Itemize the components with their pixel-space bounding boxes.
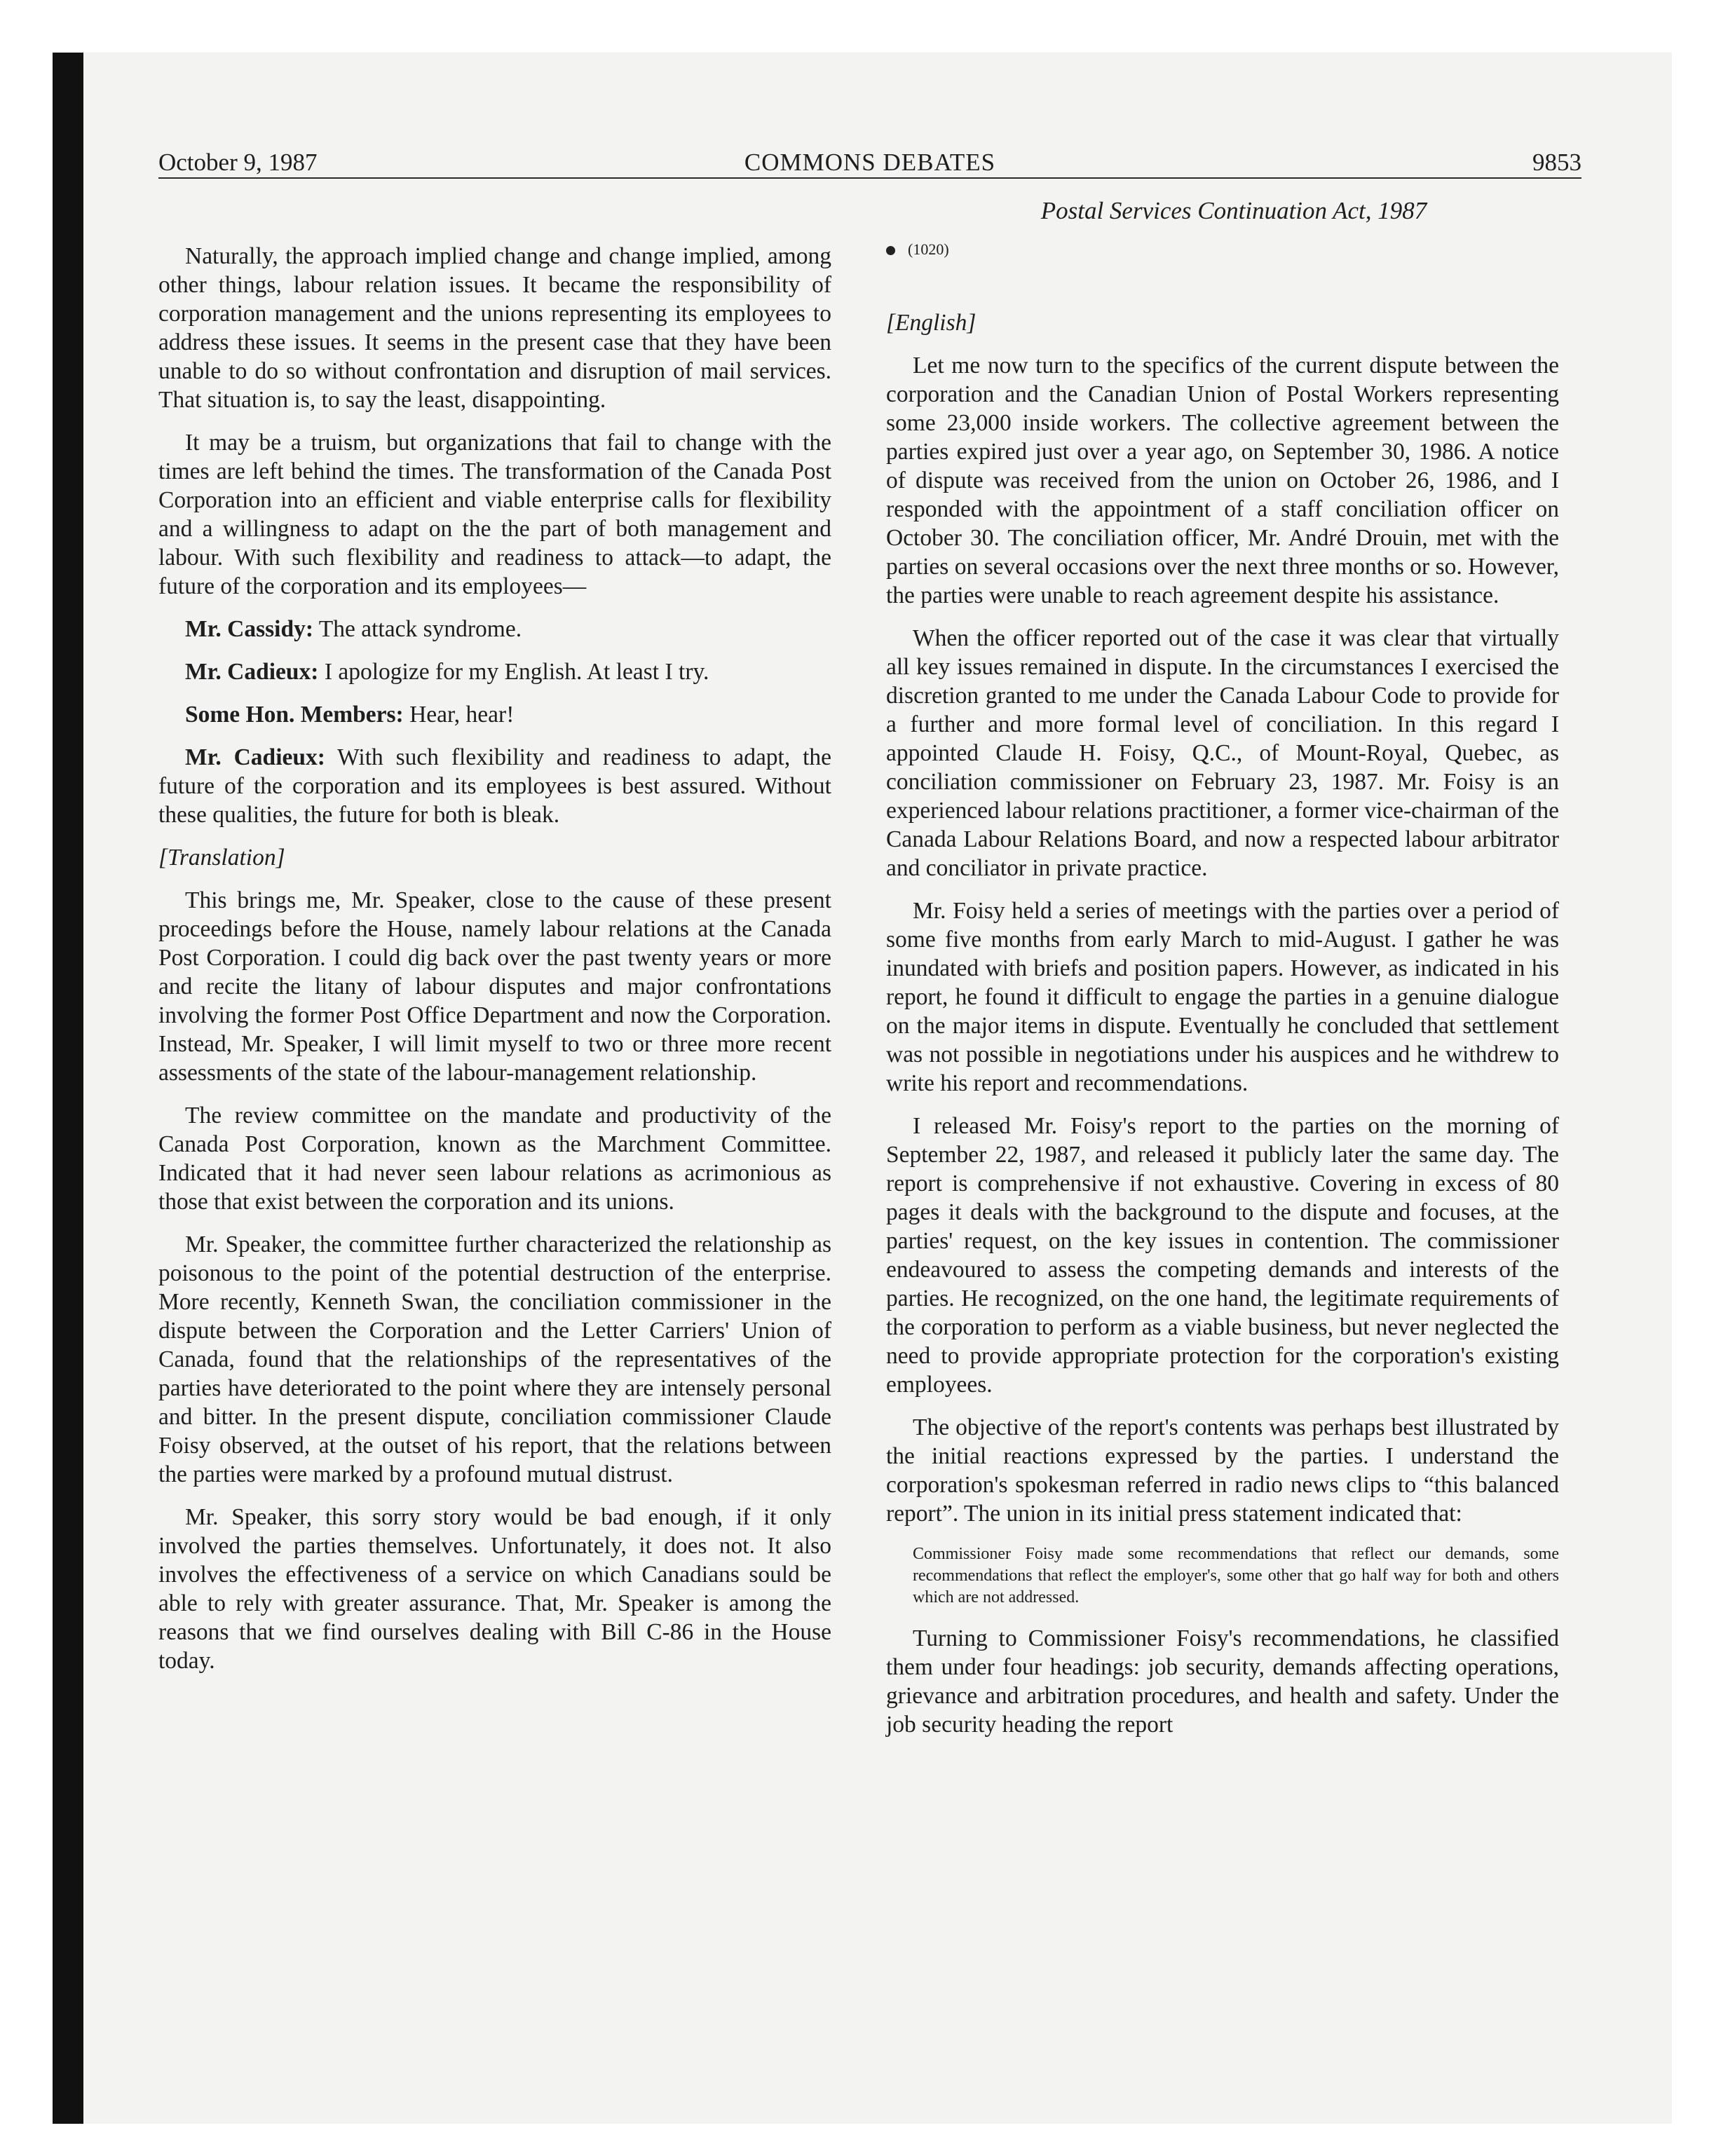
- left-column: [158, 242, 831, 1675]
- block-quote: Commissioner Foisy made some recommendations that reflect our demands, some recommendations that reflect the employer's, some other that go half way for both and others which are not addressed.: [913, 1545, 1559, 1606]
- page-header: [158, 146, 1581, 179]
- header-rule: [158, 177, 1581, 179]
- time-marker-text: (1020): [908, 240, 949, 258]
- paragraph: Let me now turn to the specifics of the current dispute between the corporation and the Canadian Union of Postal Workers representing some 23,000 inside workers. The collective agreement between the parties expired just over a year ago, on September 30, 1986. A notice of dispute was received from the union on October 26, 1986, and I responded with the appointment of a staff conciliation officer on October 30. The conciliation officer, Mr. André Drouin, met with the parties on several occasions over the next three months or so. However, the parties were unable to reach agreement despite his assistance.: [886, 353, 1559, 608]
- interjection: [158, 615, 831, 643]
- paragraph: When the officer reported out of the case it was clear that virtually all key issues remained in dispute. In the circumstances I exercised the discretion granted to me under the Canada Labour Code to provide for a further and more formal level of conciliation. In this regard I appointed Claude H. Foisy, Q.C., of Mount-Royal, Quebec, as conciliation commissioner on February 23, 1987. Mr. Foisy is an experienced labour relations practitioner, a former vice-chairman of the Canada Labour Relations Board, and now a respected labour arbitrator and conciliator in private practice.: [886, 625, 1559, 881]
- header-journal-title: COMMONS DEBATES: [744, 149, 996, 176]
- interjection: [158, 743, 831, 829]
- speaker-name: Some Hon. Members:: [185, 702, 404, 728]
- paragraph: It may be a truism, but organizations that fail to change with the times are left behind the times. The transformation of the Canada Post Corporation into an efficient and viable enterprise calls for flexibility and a willingness to adapt on the the part of both management and labour. With such flexibility and readiness to attack—to adapt, the future of the corporation and its employees—: [158, 430, 831, 599]
- speaker-name: Mr. Cadieux:: [185, 659, 319, 685]
- speech-text: I apologize for my English. At least I try.: [318, 659, 709, 685]
- language-tag: [English]: [886, 310, 977, 336]
- speaker-name: Mr. Cassidy:: [185, 616, 314, 642]
- paragraph: Turning to Commissioner Foisy's recommendations, he classified them under four headings: job security, demands affecting operations, grievance and arbitration procedures, and health and safety. Under the job security heading the report: [886, 1625, 1559, 1738]
- paragraph: I released Mr. Foisy's report to the parties on the morning of September 22, 1987, and released it publicly later the same day. The report is comprehensive if not exhaustive. Covering in excess of 80 pages it deals with the background to the dispute and focuses, at the parties' request, on the key issues in contention. The commissioner endeavoured to assess the competing demands and interests of the parties. He recognized, on the one hand, the legitimate requirements of the corporation to perform as a viable business, but never neglected the need to provide appropriate protection for the corporation's existing employees.: [886, 1113, 1559, 1398]
- header-page-number: 9853: [1532, 149, 1581, 176]
- speaker-name: Mr. Cadieux:: [185, 744, 325, 770]
- speech-text: Hear, hear!: [403, 702, 515, 728]
- paragraph: Mr. Speaker, this sorry story would be bad enough, if it only involved the parties themselves. Unfortunately, it does not. It also involves the effectiveness of a service on which Canadians sould be able to rely with greater assurance. That, Mr. Speaker is among the reasons that we find ourselves dealing with Bill C-86 in the House today.: [158, 1504, 831, 1674]
- speech-text: The attack syndrome.: [313, 616, 522, 642]
- paragraph: This brings me, Mr. Speaker, close to the cause of these present proceedings before the House, namely labour relations at the Canada Post Corporation. I could dig back over the past twenty years or more and recite the litany of labour disputes and major confrontations involving the former Post Office Department and now the Corporation. Instead, Mr. Speaker, I will limit myself to two or three more recent assessments of the state of the labour-management relationship.: [158, 887, 831, 1086]
- bullet-icon: [886, 246, 895, 255]
- speech-text: With such flexibility and readiness to adapt, the future of the corporation and its employees is best assured. Without these qualities, the future for both is bleak.: [158, 744, 831, 828]
- interjection: [158, 657, 831, 686]
- language-tag: [Translation]: [158, 845, 285, 871]
- time-marker: [886, 236, 949, 264]
- right-column: [886, 308, 1559, 1739]
- header-date: October 9, 1987: [158, 149, 318, 176]
- paragraph: The review committee on the mandate and productivity of the Canada Post Corporation, known as the Marchment Committee. Indicated that it had never seen labour relations as acrimonious as those that exist between the corporation and its unions.: [158, 1103, 831, 1215]
- running-title: Postal Services Continuation Act, 1987: [1040, 197, 1427, 224]
- paragraph: Naturally, the approach implied change and change implied, among other things, labour relation issues. It became the responsibility of corporation management and the unions representing its employees to address these issues. It seems in the present case that they have been unable to do so without confrontation and disruption of mail services. That situation is, to say the least, disappointing.: [158, 243, 831, 413]
- interjection: [158, 700, 831, 729]
- paragraph: Mr. Speaker, the committee further characterized the relationship as poisonous to the point of the potential destruction of the enterprise. More recently, Kenneth Swan, the conciliation commissioner in the dispute between the Corporation and the Letter Carriers' Union of Canada, found that the relationships of the representatives of the parties have deteriorated to the point where they are intensely personal and bitter. In the present dispute, conciliation commissioner Claude Foisy observed, at the outset of his report, that the relations between the parties were marked by a profound mutual distrust.: [158, 1231, 831, 1487]
- paragraph: Mr. Foisy held a series of meetings with the parties over a period of some five months from early March to mid-August. I gather he was inundated with briefs and position papers. However, as indicated in his report, he found it difficult to engage the parties in a genuine dialogue on the major items in dispute. Eventually he concluded that settlement was not possible in negotiations under his auspices and he withdrew to write his report and recommendations.: [886, 898, 1559, 1096]
- binding-edge: [53, 53, 83, 2124]
- paragraph: The objective of the report's contents was perhaps best illustrated by the initial reactions expressed by the parties. I understand the corporation's spokesman referred in radio news clips to “this balanced report”. The union in its initial press statement indicated that:: [886, 1414, 1559, 1527]
